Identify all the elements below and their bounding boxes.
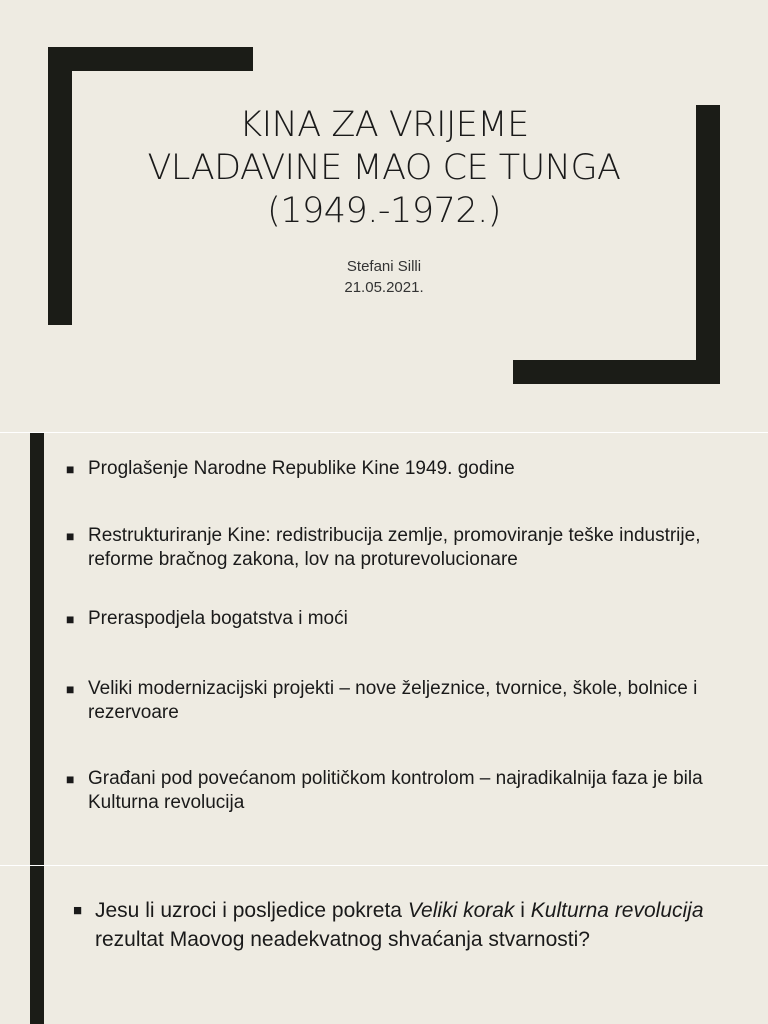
title-line-1: KINA ZA VRIJEME [239, 105, 529, 145]
square-bullet-icon: ■ [66, 611, 75, 627]
bullet-text: Proglašenje Narodne Republike Kine 1949. godine [88, 458, 515, 479]
left-accent-bar [30, 866, 44, 1024]
question-part-2: i [514, 899, 531, 922]
title-slide [0, 0, 768, 432]
slide-title [100, 104, 668, 233]
frame-corner-top-left-vertical [48, 47, 72, 325]
frame-corner-bottom-right-vertical [696, 105, 720, 384]
list-item [66, 524, 726, 572]
square-bullet-icon: ■ [66, 681, 75, 697]
bullet-text: Preraspodjela bogatstva i moći [88, 608, 348, 629]
question-italic-term-2: Kulturna revolucija [530, 899, 704, 922]
list-item [66, 767, 726, 815]
left-accent-bar [30, 433, 44, 865]
square-bullet-icon: ■ [66, 528, 75, 544]
question-slide [0, 866, 768, 1024]
list-item [66, 457, 726, 481]
presentation-date: 21.05.2021. [344, 279, 424, 296]
question-part-1: Jesu li uzroci i posljedice pokreta [95, 899, 408, 922]
list-item [66, 677, 726, 725]
question-text [95, 896, 713, 954]
bullet-text: Građani pod povećanom političkom kontrolom – najradikalnija faza je bila Kulturna revolucija [88, 768, 703, 813]
question-part-3: rezultat Maovog neadekvatnog shvaćanja stvarnosti? [95, 928, 590, 951]
frame-corner-top-left-horizontal [48, 47, 253, 71]
bullet-text: Veliki modernizacijski projekti – nove željeznice, tvornice, škole, bolnice i rezervoare [88, 678, 698, 723]
bullet-text: Restrukturiranje Kine: redistribucija zemlje, promoviranje teške industrije, reforme bračnog zakona, lov na proturevolucionare [88, 525, 701, 570]
list-item [66, 607, 726, 631]
frame-corner-bottom-right-horizontal [513, 360, 720, 384]
square-bullet-icon: ■ [73, 902, 83, 919]
question-italic-term-1: Veliki korak [407, 899, 515, 922]
square-bullet-icon: ■ [66, 771, 75, 787]
square-bullet-icon: ■ [66, 461, 75, 477]
title-line-3: (1949.-1972.) [267, 191, 501, 231]
slide-subtitle [100, 256, 668, 298]
question-item [73, 896, 713, 954]
content-slide [0, 433, 768, 865]
title-line-2: VLADAVINE MAO CE TUNGA [147, 148, 621, 188]
author-name: Stefani Silli [346, 258, 422, 275]
